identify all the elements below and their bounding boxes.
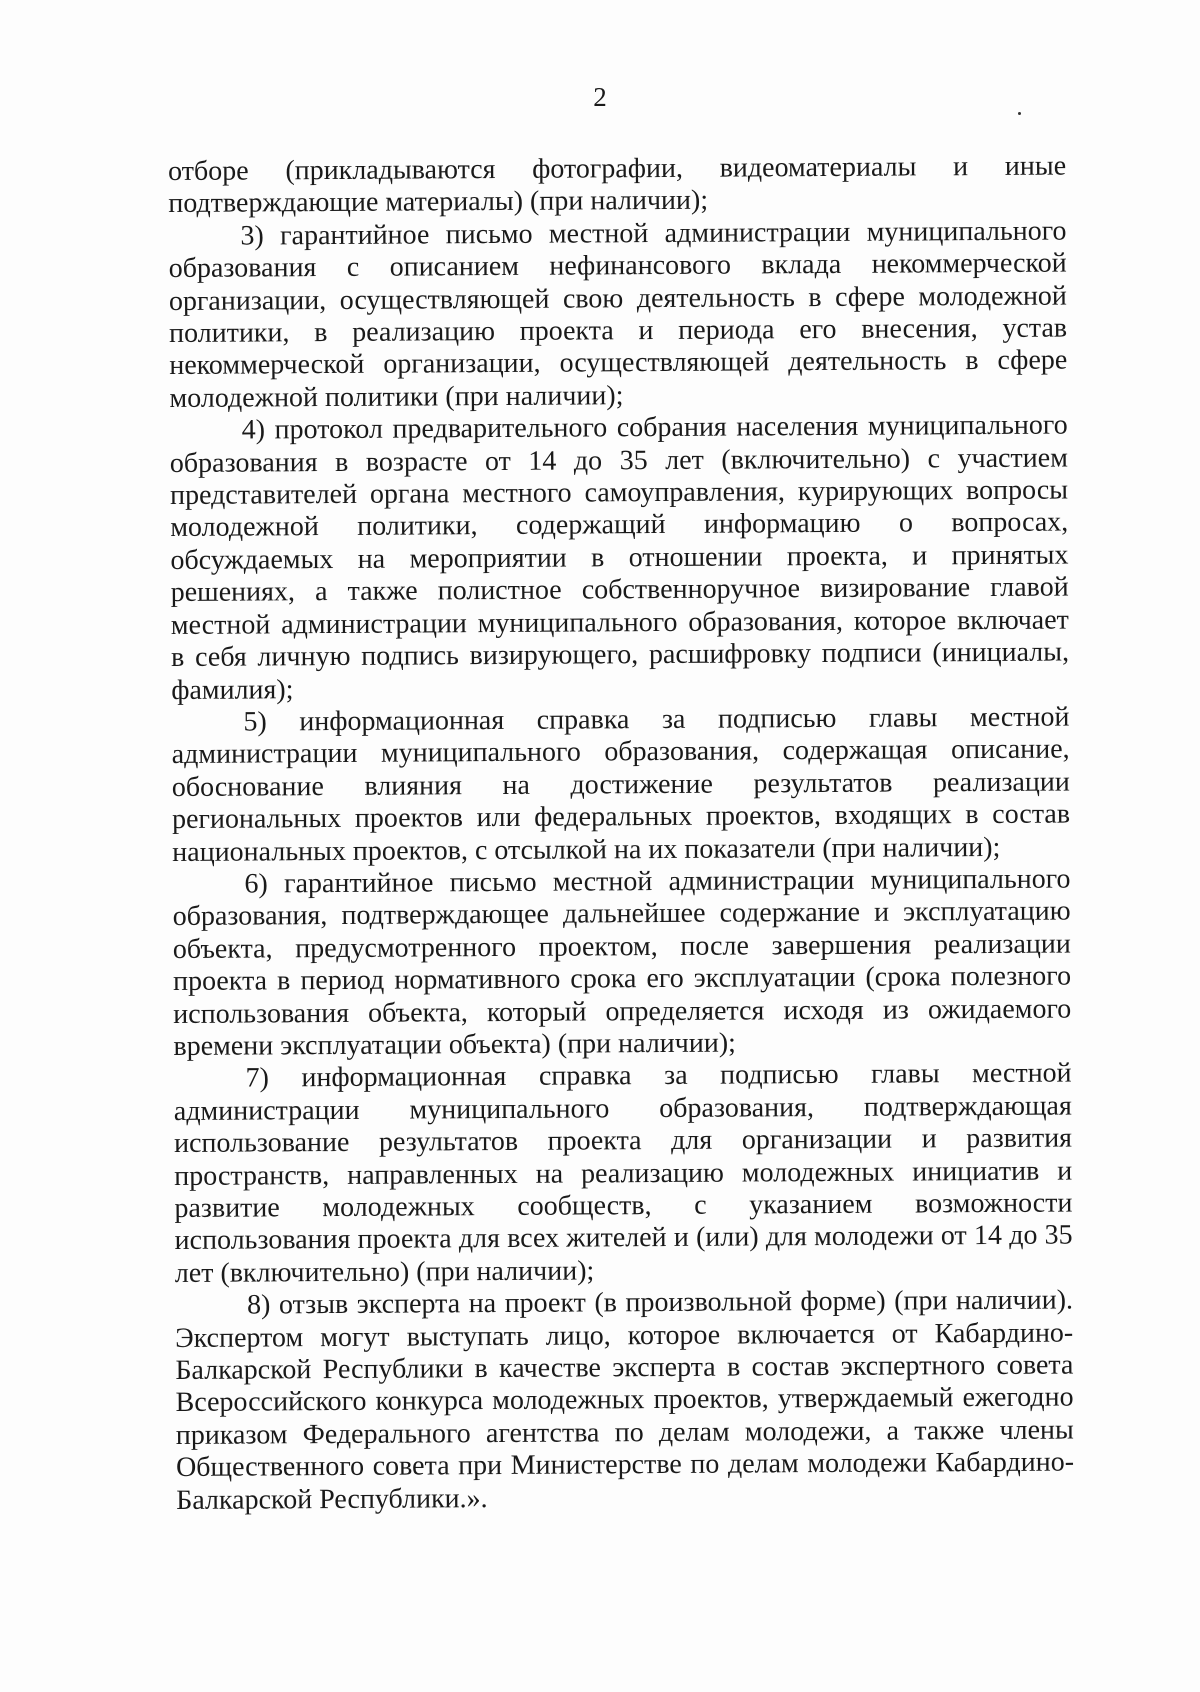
document-body <box>168 151 1074 1518</box>
list-item-7: 7) информационная справка за подписью главы местной администрации муниципального образования, подтверждающая использование результатов проекта для организации и развития пространств, направленных на реализацию молодежных инициатив и развитие молодежных сообществ, с указанием возможности использования проекта для всех жителей и (или) для молодежи от 14 до 35 лет (включительно) (при наличии); <box>173 1057 1073 1289</box>
list-item-8: 8) отзыв эксперта на проект (в произвольной форме) (при наличии). Экспертом могут выступать лицо, которое включается от Кабардино-Балкарской Республики в качестве эксперта в состав экспертного совета Всероссийского конкурса молодежных проектов, утверждаемый ежегодно приказом Федерального агентства по делам молодежи, а также члены Общественного совета при Министерстве по делам молодежи Кабардино-Балкарской Республики.». <box>175 1284 1075 1516</box>
page-number: 2 <box>593 82 607 112</box>
list-item-5: 5) информационная справка за подписью главы местной администрации муниципального образования, содержащая описание, обоснование влияния на достижение результатов реализации региональных проектов или федеральных проектов, входящих в состав национальных проектов, с отсылкой на их показатели (при наличии); <box>171 701 1071 868</box>
scan-speck <box>1018 112 1021 115</box>
list-item-4: 4) протокол предварительного собрания населения муниципального образования в возрасте от 14 до 35 лет (включительно) с участием представителей органа местного самоуправления, курирующих вопросы молодежной политики, содержащий информацию о вопросах, обсуждаемых на мероприятии в отношении проекта, и принятых решениях, а также полистное собственноручное визирование главой местной администрации муниципального образования, которое включает в себя личную подпись визирующего, расшифровку подписи (инициалы, фамилия); <box>169 409 1070 706</box>
list-item-6: 6) гарантийное письмо местной администрации муниципального образования, подтверждающее дальнейшее содержание и эксплуатацию объекта, предусмотренного проектом, после завершения реализации проекта в период нормативного срока его эксплуатации (срока полезного использования объекта, который определяется исходя из ожидаемого времени эксплуатации объекта) (при наличии); <box>172 863 1072 1062</box>
list-item-3: 3) гарантийное письмо местной администрации муниципального образования с описанием нефинансового вклада некоммерческой организации, осуществляющей свою деятельность в сфере молодежной политики, в реализацию проекта и периода его внесения, устав некоммерческой организации, осуществляющей деятельность в сфере молодежной политики (при наличии); <box>168 215 1068 414</box>
paragraph-continuation: отборе (прикладываются фотографии, видеоматериалы и иные подтверждающие материалы) (при наличии); <box>168 150 1067 220</box>
